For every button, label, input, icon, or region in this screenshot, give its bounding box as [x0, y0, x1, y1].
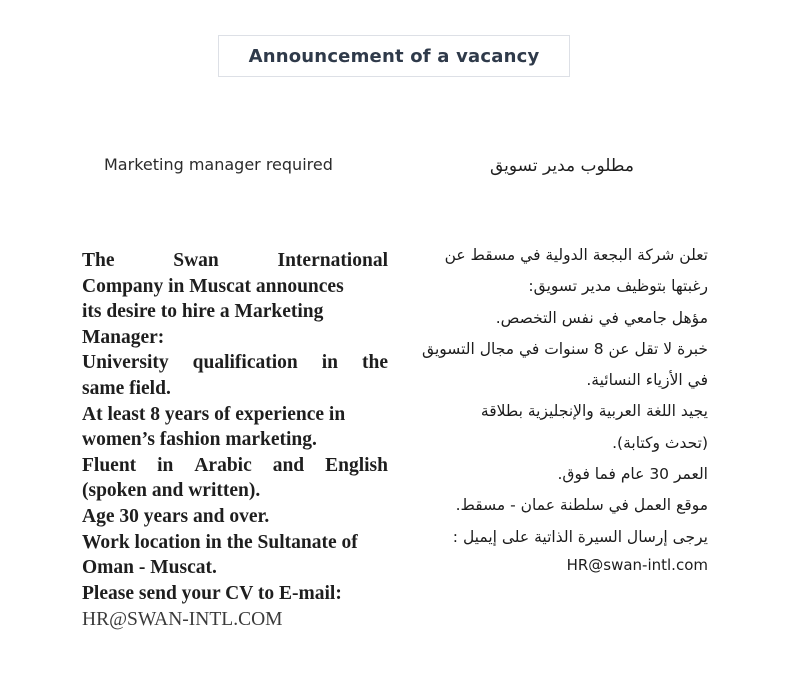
- english-line-5: [82, 350, 388, 376]
- english-line-13: Oman - Muscat.: [82, 557, 217, 579]
- english-line-8: women’s fashion marketing.: [82, 429, 317, 451]
- english-line-9-word: and: [272, 454, 305, 476]
- english-line-9: [82, 453, 388, 479]
- announcement-title: Announcement of a vacancy: [248, 45, 540, 67]
- english-line-5-word: in: [321, 352, 338, 374]
- arabic-line-6: يجيد اللغة العربية والإنجليزية بطلاقة: [480, 402, 708, 421]
- english-line-9-word: Fluent: [82, 454, 137, 476]
- english-line-7: At least 8 years of experience in: [82, 403, 346, 425]
- english-line-2: Company in Muscat announces: [82, 275, 344, 297]
- english-line-1-word: The: [82, 250, 115, 271]
- announcement-title-box: [218, 35, 570, 77]
- arabic-line-8: العمر 30 عام فما فوق.: [557, 465, 708, 484]
- arabic-line-7: (تحدث وكتابة).: [612, 433, 708, 452]
- english-line-9-word: in: [157, 454, 174, 476]
- english-line-9-word: Arabic: [194, 454, 252, 476]
- english-line-5-word: the: [361, 352, 388, 374]
- english-line-10: (spoken and written).: [82, 480, 261, 502]
- english-line-11: Age 30 years and over.: [82, 505, 270, 527]
- english-line-14: Please send your CV to E-mail:: [82, 582, 342, 604]
- subtitle-arabic: مطلوب مدير تسويق: [489, 156, 634, 176]
- arabic-line-4: خبرة لا تقل عن 8 سنوات في مجال التسويق: [422, 339, 708, 358]
- arabic-line-2: رغبتها بتوظيف مدير تسويق:: [528, 277, 708, 296]
- english-email-address: HR@SWAN-INTL.COM: [82, 609, 283, 631]
- english-line-5-word: qualification: [192, 352, 298, 374]
- english-line-3: its desire to hire a Marketing: [82, 301, 324, 323]
- english-announcement-body: [82, 248, 388, 633]
- english-line-9-word: English: [325, 454, 388, 476]
- arabic-line-1: تعلن شركة البجعة الدولية في مسقط عن: [444, 246, 708, 264]
- subtitle-english: Marketing manager required: [104, 155, 333, 174]
- arabic-line-3: مؤهل جامعي في نفس التخصص.: [495, 308, 708, 327]
- english-line-6: same field.: [82, 377, 171, 399]
- english-line-1-word: Swan: [173, 250, 219, 271]
- english-line-4: Manager:: [82, 326, 165, 348]
- arabic-line-5: في الأزياء النسائية.: [586, 371, 708, 390]
- arabic-line-9: موقع العمل في سلطنة عمان - مسقط.: [455, 496, 708, 515]
- english-line-1-word: International: [277, 250, 388, 271]
- arabic-announcement-body: [400, 240, 708, 574]
- english-line-5-word: University: [82, 352, 169, 374]
- arabic-line-10: يرجى إرسال السيرة الذاتية على إيميل :: [452, 527, 708, 546]
- english-line-1: [82, 248, 388, 274]
- arabic-email-address: HR@swan-intl.com: [566, 555, 708, 574]
- english-line-12: Work location in the Sultanate of: [82, 531, 358, 553]
